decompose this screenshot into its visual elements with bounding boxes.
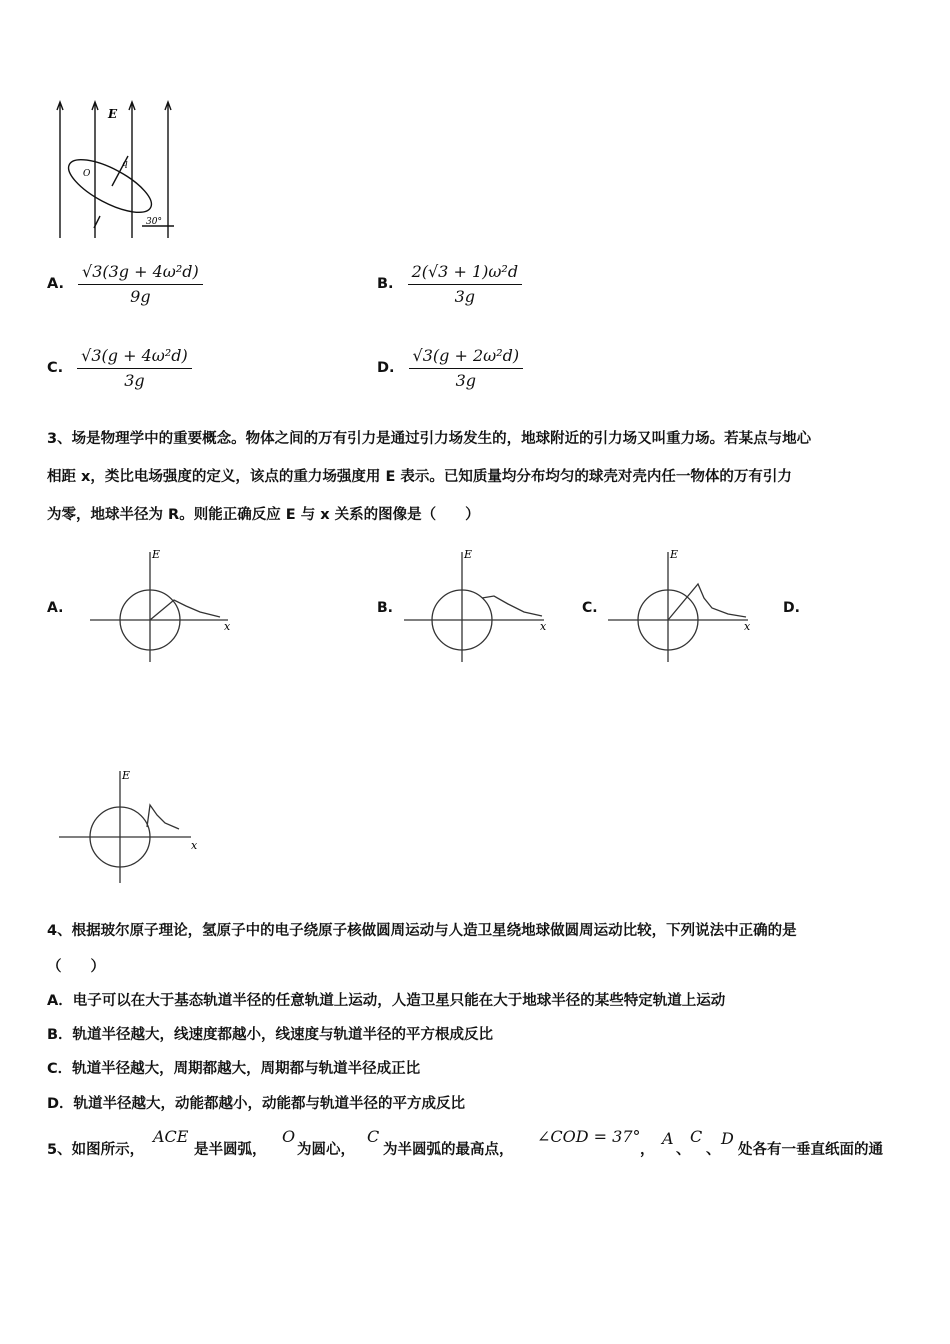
- q5-math-a: A: [662, 1129, 674, 1148]
- axis-e-label: E: [670, 548, 679, 561]
- q3-line3: 为零，地球半径为 R。则能正确反应 E 与 x 关系的图像是（ ）: [47, 507, 480, 523]
- q-label: q: [122, 159, 128, 169]
- option-letter: C.: [47, 360, 64, 376]
- numerator: √3(3g + 4ω²d): [78, 262, 203, 285]
- q5-math-c: C: [367, 1127, 380, 1146]
- axis-x-label: x: [744, 620, 751, 633]
- denominator: 3g: [124, 371, 145, 390]
- numerator: √3(g + 4ω²d): [77, 346, 192, 369]
- option-letter: B.: [377, 276, 394, 292]
- q5-text-8: 处各有一垂直纸面的通: [738, 1142, 883, 1158]
- option-b[interactable]: [377, 262, 522, 306]
- field-label: E: [108, 107, 118, 121]
- axis-e-label: E: [464, 548, 473, 561]
- option-fraction: [409, 346, 524, 390]
- denominator: 3g: [454, 287, 476, 306]
- option-fraction: [77, 346, 192, 390]
- q5-math-c2: C: [690, 1127, 703, 1146]
- graph-a[interactable]: [88, 546, 238, 666]
- q4-option-b[interactable]: B．轨道半径越大，线速度都越小，线速度与轨道半径的平方根成反比: [47, 1027, 494, 1043]
- graph-c-letter: C.: [582, 600, 598, 616]
- q5-text-7: 、: [706, 1142, 721, 1158]
- q5-text-6: 、: [676, 1142, 691, 1158]
- q5-text-5: ，: [640, 1142, 655, 1158]
- axis-e-label: E: [122, 769, 131, 782]
- graph-d[interactable]: [57, 765, 207, 885]
- numerator: √3(g + 2ω²d): [409, 346, 524, 369]
- q5-text-4: 为半圆弧的最高点，: [383, 1142, 514, 1158]
- q5-math-o: O: [282, 1127, 296, 1146]
- option-a[interactable]: [47, 262, 203, 306]
- option-c[interactable]: [47, 346, 192, 390]
- q4-option-c[interactable]: C．轨道半径越大，周期都越大，周期都与轨道半径成正比: [47, 1061, 421, 1077]
- option-fraction: [408, 262, 523, 306]
- graph-b-letter: B.: [377, 600, 393, 616]
- axis-e-label: E: [152, 548, 161, 561]
- graph-d-letter: D.: [783, 600, 800, 616]
- axis-x-label: x: [191, 839, 198, 852]
- option-letter: D.: [377, 360, 395, 376]
- q3-line1: 3、场是物理学中的重要概念。物体之间的万有引力是通过引力场发生的，地球附近的引力场又叫重力场。若某点与地心: [47, 431, 812, 447]
- q3-line2: 相距 x，类比电场强度的定义，该点的重力场强度用 E 表示。已知质量均分布均匀的球壳对壳内任一物体的万有引力: [47, 469, 792, 485]
- q5-math-ace: ACE: [153, 1127, 189, 1146]
- q5-text-1: 5、如图所示，: [47, 1142, 145, 1158]
- numerator: 2(√3 + 1)ω²d: [408, 262, 523, 285]
- option-d[interactable]: [377, 346, 523, 390]
- q5-math-d: D: [721, 1129, 734, 1148]
- angle-label: 30°: [146, 217, 162, 227]
- axis-x-label: x: [224, 620, 231, 633]
- q5-math-angle: ∠COD = 37°: [537, 1127, 641, 1146]
- q4-option-a[interactable]: A．电子可以在大于基态轨道半径的任意轨道上运动，人造卫星只能在大于地球半径的某些特定轨道上运动: [47, 993, 726, 1009]
- axis-x-label: x: [540, 620, 547, 633]
- graph-a-letter: A.: [47, 600, 64, 616]
- denominator: 9g: [130, 287, 151, 306]
- q5-text-2: 是半圆弧，: [194, 1142, 267, 1158]
- o-label: O: [83, 169, 91, 179]
- graph-b[interactable]: [402, 546, 557, 666]
- q4-stem: 4、根据玻尔原子理论，氢原子中的电子绕原子核做圆周运动与人造卫星绕地球做圆周运动比较，下列说法中正确的是: [47, 923, 797, 939]
- graph-c[interactable]: [606, 546, 761, 666]
- denominator: 3g: [455, 371, 477, 390]
- q4-option-d[interactable]: D．轨道半径越大，动能都越小，动能都与轨道半径的平方成反比: [47, 1096, 466, 1112]
- q4-paren: （ ）: [47, 959, 105, 975]
- option-letter: A.: [47, 276, 64, 292]
- q5-text-3: 为圆心，: [297, 1142, 355, 1158]
- field-figure: [50, 98, 185, 243]
- option-fraction: [78, 262, 203, 306]
